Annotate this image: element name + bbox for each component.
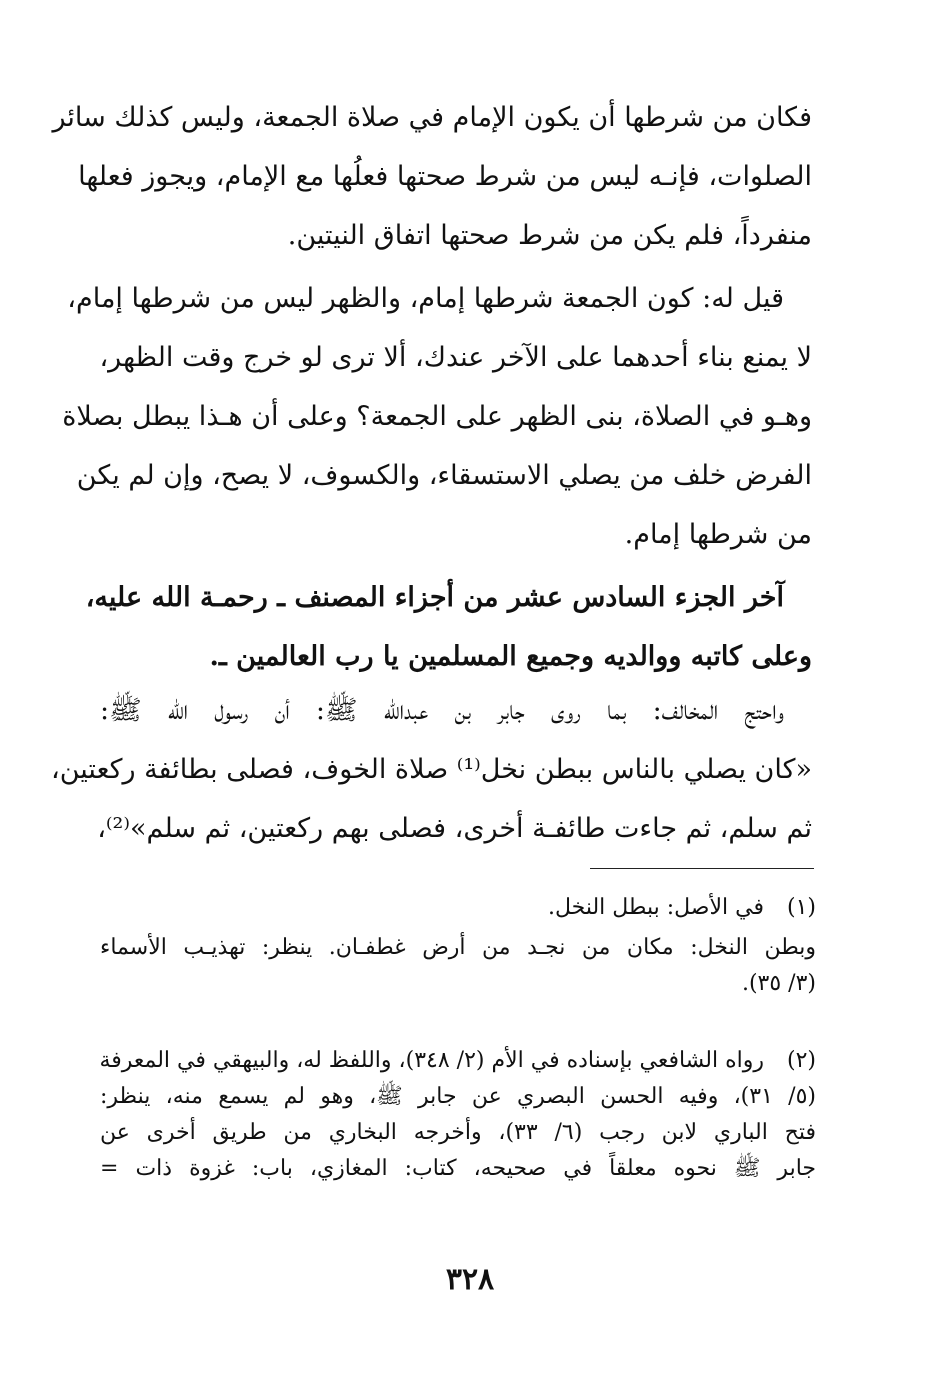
text-line: وهـو في الصلاة، بنى الظهر على الجمعة؟ وعلى أن هـذا يبطل بصلاة bbox=[62, 401, 812, 432]
footnote-2 bbox=[100, 1043, 816, 1187]
paragraph-1 bbox=[52, 88, 812, 265]
text-line: قيل له: كون الجمعة شرطها إمام، والظهر ليس من شرطها إمام، bbox=[67, 283, 784, 314]
text-line: واحتج المخالف: بما روى جابر بن عبدالله ﷺ: أن رسول الله ﷺ: bbox=[100, 695, 784, 726]
paragraph-2 bbox=[62, 269, 812, 564]
paragraph-4 bbox=[51, 681, 812, 858]
text-line: لا يمنع بناء أحدهما على الآخر عندك، ألا ترى لو خرج وقت الظهر، bbox=[99, 342, 812, 373]
page-number: ٣٢٨ bbox=[445, 1262, 495, 1297]
text-line: من شرطها إمام. bbox=[624, 519, 812, 550]
text-line: الصلوات، فإنـه ليس من شرط صحتها فعلُها مع الإمام، ويجوز فعلها bbox=[78, 161, 812, 192]
footnote-line: (٣/ ٣٥). bbox=[741, 971, 816, 996]
colophon-paragraph bbox=[85, 568, 812, 686]
text-line: «كان يصلي بالناس ببطن نخل⁽¹⁾ صلاة الخوف، فصلى بطائفة ركعتين، bbox=[51, 754, 812, 785]
text-line: آخر الجزء السادس عشر من أجزاء المصنف ـ رحمـة الله عليه، bbox=[85, 582, 784, 613]
footnote-number: (٢) bbox=[786, 1048, 816, 1073]
text-line: ثم سلم، ثم جاءت طائفـة أخرى، فصلى بهم ركعتين، ثم سلم»⁽²⁾، bbox=[97, 813, 812, 844]
text-line: وعلى كاتبه ووالديه وجميع المسلمين يا رب العالمين ـ. bbox=[209, 641, 812, 672]
footnote-number: (١) bbox=[786, 895, 816, 920]
footnote-divider bbox=[590, 868, 814, 869]
footnote-line: جابر ﷺ نحوه معلقاً في صحيحه، كتاب: المغازي، باب: غزوة ذات = bbox=[100, 1156, 816, 1181]
text-line: منفرداً، فلم يكن من شرط صحتها اتفاق النيتين. bbox=[287, 220, 812, 251]
footnote-line: (٥/ ٣١)، وفيه الحسن البصري عن جابر ﷺ، وهو لم يسمع منه، ينظر: bbox=[100, 1084, 816, 1109]
footnote-1 bbox=[100, 890, 816, 1002]
footnote-line: في الأصل: ببطل النخل. bbox=[547, 895, 764, 920]
text-line: الفرض خلف من يصلي الاستسقاء، والكسوف، لا يصح، وإن لم يكن bbox=[76, 460, 812, 491]
footnote-line: وبطن النخل: مكان من نجـد من أرض غطفـان. ينظر: تهذيـب الأسماء bbox=[100, 935, 816, 960]
footnote-line: رواه الشافعي بإسناده في الأم (٢/ ٣٤٨)، واللفظ له، والبيهقي في المعرفة bbox=[99, 1048, 764, 1073]
text-line: فكان من شرطها أن يكون الإمام في صلاة الجمعة، وليس كذلك سائر bbox=[52, 102, 812, 133]
footnote-line: فتح الباري لابن رجب (٦/ ٣٣)، وأخرجه البخاري من طريق أخرى عن bbox=[100, 1120, 817, 1145]
